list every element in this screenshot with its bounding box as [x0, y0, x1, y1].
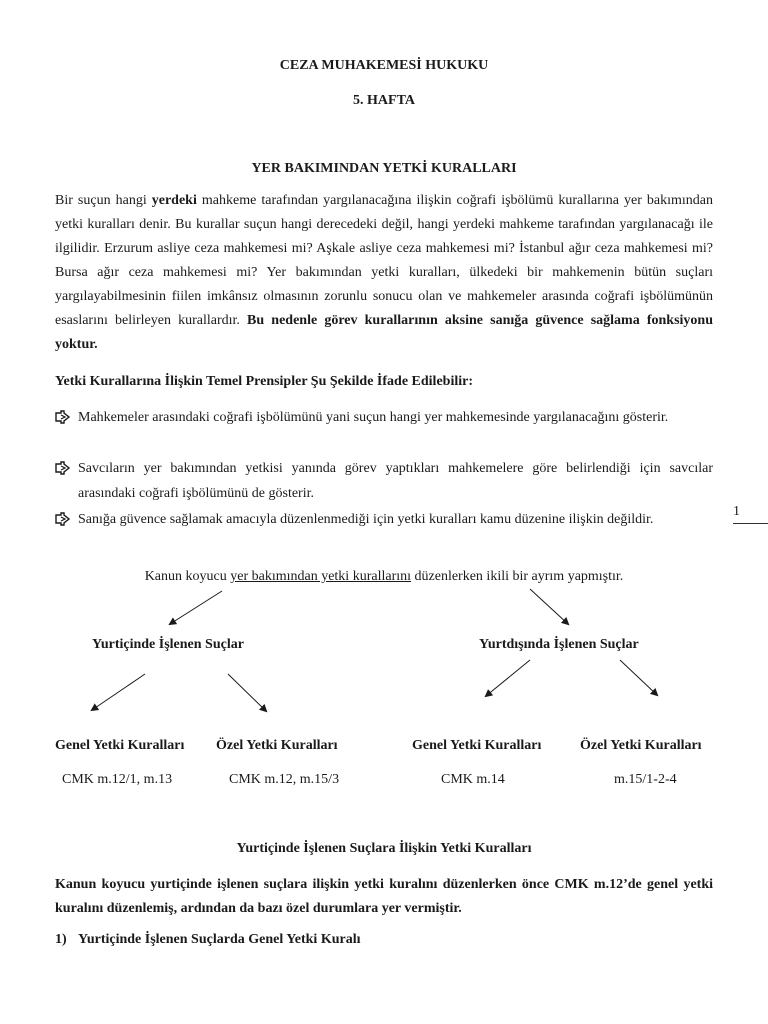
diagram-intro-a: Kanun koyucu	[144, 569, 231, 584]
arrow-to-foreign-general	[486, 660, 530, 696]
leaf-foreign-special-ref: m.15/1-2-4	[614, 772, 677, 787]
intro-bold-conclusion: Bu nedenle görev kurallarının aksine sanığa güvence sağlama fonksiyonu yoktur.	[55, 313, 713, 352]
branch-foreign-crimes: Yurtdışında İşlenen Suçlar	[479, 637, 639, 652]
page-number: 1	[733, 504, 740, 519]
leaf-foreign-general-ref: CMK m.14	[441, 772, 505, 787]
page-number-rule	[733, 523, 768, 524]
intro-bold-word: yerdeki	[151, 193, 197, 208]
branch-domestic-crimes: Yurtiçinde İşlenen Suçlar	[92, 637, 244, 652]
domestic-section-heading: Yurtiçinde İşlenen Suçlara İlişkin Yetki Kuralları	[236, 841, 532, 856]
domestic-paragraph: Kanun koyucu yurtiçinde işlenen suçlara ilişkin yetki kuralını düzenlerken önce CMK m.12’de genel yetki kuralını düzenlemiş, ardından da bazı özel durumlara yer vermiştir.	[55, 877, 713, 916]
diagram-intro-underlined: yer bakımından yetki kurallarını	[230, 569, 412, 584]
leaf-foreign-special-title: Özel Yetki Kuralları	[580, 738, 702, 753]
week-label: 5. HAFTA	[353, 93, 415, 108]
leaf-domestic-special-title: Özel Yetki Kuralları	[216, 738, 338, 753]
leaf-foreign-general-title: Genel Yetki Kuralları	[412, 738, 542, 753]
arrow-to-foreign-special	[620, 660, 657, 695]
course-title: CEZA MUHAKEMESİ HUKUKU	[279, 58, 489, 73]
arrow-to-domestic-general	[92, 674, 145, 710]
principle-bullet-2: Savcıların yer bakımından yetkisi yanında görev yaptıkları mahkemelere göre belirlendiği için savcılar arasındaki coğrafi işbölümünü de gösterir.	[78, 461, 713, 501]
intro-text-b: mahkeme tarafından yargılanacağına ilişkin coğrafi işbölümü kurallarına yer bakımından yetki kuralları denir. Bu kurallar suçun hangi derecedeki değil, hangi yerdeki mahkeme tarafından yargılanacağı ile ilgilidir. Erzurum asliye ceza mahkemesi mi? Aşkale asliye ceza mahkemesi mi? İstanbul ağır ceza mahkemesi mi? Bursa ağır ceza mahkemesi mi? Yer bakımından yetki kuralları, ülkedeki bir mahkemenin bütün suçları yargılayabilmesinin fiilen imkânsız olmasının zorunlu sonucu olan ve mahkemeler arasında coğrafi işbölümünün esaslarını belirleyen kurallardır.	[55, 193, 714, 328]
diagram-intro-b: düzenlerken ikili bir ayrım yapmıştır.	[411, 569, 624, 584]
arrow-to-domestic-special	[228, 674, 266, 711]
list-number: 1)	[55, 932, 67, 947]
intro-text-a: Bir suçun hangi	[55, 193, 152, 208]
list-item-general-rule: Yurtiçinde İşlenen Suçlarda Genel Yetki Kuralı	[78, 932, 361, 947]
section-title: YER BAKIMINDAN YETKİ KURALLARI	[251, 161, 517, 176]
principle-bullet-1: Mahkemeler arasındaki coğrafi işbölümünü yani suçun hangi yer mahkemesinde yargılanacağını gösterir.	[78, 410, 669, 425]
principles-heading: Yetki Kurallarına İlişkin Temel Prensipler Şu Şekilde İfade Edilebilir:	[55, 374, 473, 389]
arrow-to-foreign	[530, 589, 568, 624]
arrow-to-domestic	[170, 591, 222, 624]
leaf-domestic-general-ref: CMK m.12/1, m.13	[62, 772, 173, 787]
leaf-domestic-general-title: Genel Yetki Kuralları	[55, 738, 185, 753]
principle-bullet-3: Sanığa güvence sağlamak amacıyla düzenlenmediği için yetki kuralları kamu düzenine ilişkin değildir.	[78, 512, 654, 527]
leaf-domestic-special-ref: CMK m.12, m.15/3	[229, 772, 340, 787]
